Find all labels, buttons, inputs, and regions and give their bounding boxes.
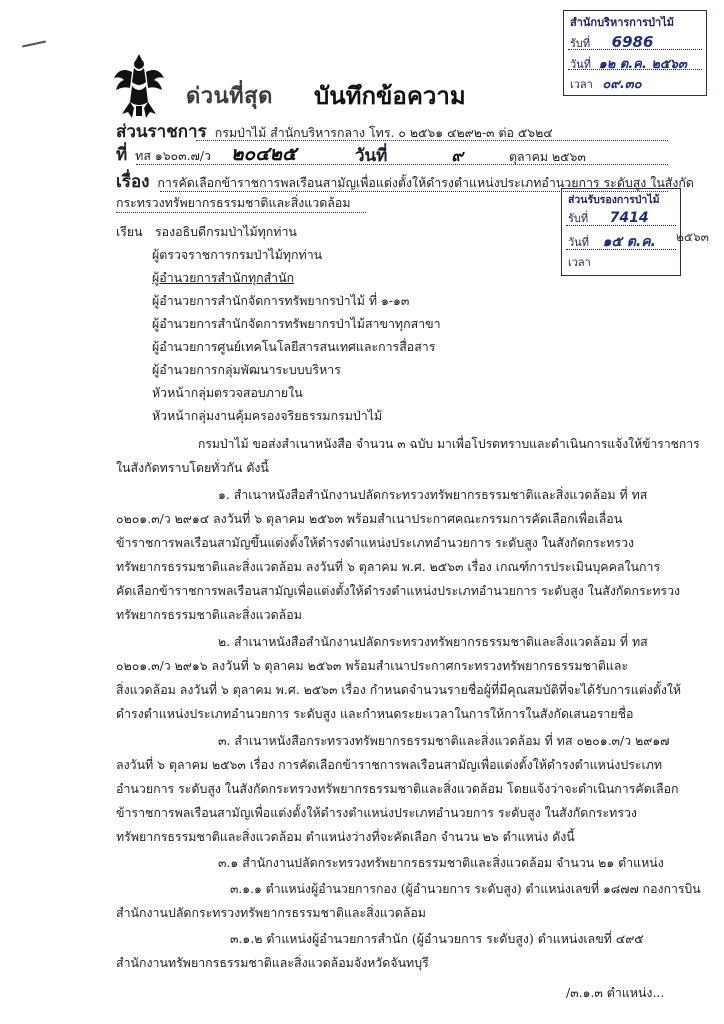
body-line: สำนักงานปลัดกระทรวงทรัพยากรธรรมชาติและสิ่งแวดล้อม	[116, 905, 426, 920]
body-line: ๒. สำเนาหนังสือสำนักงานปลัดกระทรวงทรัพยากรธรรมชาติและสิ่งแวดล้อม ที่ ทส	[218, 634, 648, 649]
recipient-item: ผู้อำนวยการสำนักทุกสำนัก	[152, 270, 295, 285]
body-line: ข้าราชการพลเรือนสามัญเพื่อแต่งตั้งให้ดำรงตำแหน่งประเภทอำนวยการ ระดับสูง ในสังกัดกระทรวง	[116, 805, 637, 820]
recipient-item: ผู้อำนวยการกลุ่มพัฒนาระบบบริหาร	[152, 362, 341, 377]
stamp2-side-note: ๒๕๖๓	[676, 230, 709, 244]
continuation-marker: /๓.๑.๓ ตำแหน่ง...	[566, 985, 665, 1000]
body-line: สิ่งแวดล้อม ลงวันที่ ๖ ตุลาคม พ.ศ. ๒๕๖๓ เรื่อง กำหนดจำนวนรายชื่อผู้ที่มีคุณสมบัติที่จะได้รับการแต่งตั้งให้	[116, 682, 682, 697]
receiving-stamp-middle	[561, 188, 681, 276]
scratch-mark	[22, 41, 46, 48]
stamp-time: ๐๙.๓๐	[602, 77, 642, 92]
garuda-emblem-icon	[112, 52, 166, 120]
agency-label: ส่วนราชการ	[116, 122, 207, 142]
body-line: ๐๒๐๑.๓/ว ๒๙๑๖ ลงวันที่ ๖ ตุลาคม ๒๕๖๓ พร้อมสำเนาประกาศกระทรวงทรัพยากรธรรมชาติและ	[116, 658, 629, 673]
body-line: สำนักงานทรัพยากรธรรมชาติและสิ่งแวดล้อมจังหวัดจันทบุรี	[116, 955, 429, 970]
body-line: ในสังกัดทราบโดยทั่วกัน ดังนี้	[116, 460, 269, 475]
stamp2-recv-label: รับที่	[568, 212, 589, 225]
agency-value: กรมป่าไม้ สำนักบริหารกลาง โทร. ๐ ๒๕๖๑ ๔๒๙๒-๓ ต่อ ๕๖๒๔	[214, 125, 553, 140]
stamp2-date: ๑๕ ต.ค.	[602, 234, 656, 250]
stamp-date: ๑๒ ต.ค. ๒๕๖๓	[598, 57, 687, 72]
body-line: ข้าราชการพลเรือนสามัญขึ้นแต่งตั้งให้ดำรงตำแหน่งประเภทอำนวยการ ระดับสูง ในสังกัดกระทรวง	[116, 535, 635, 550]
agency-row	[116, 124, 553, 141]
date-row	[355, 148, 586, 165]
date-month-year: ตุลาคม ๒๕๖๓	[509, 149, 586, 164]
ref-prefix: ทส ๑๖๐๓.๗/ว	[135, 148, 211, 163]
recipient-item: ผู้อำนวยการศูนย์เทคโนโลยีสารสนเทศและการสื่อสาร	[152, 339, 436, 354]
body-line: ๑. สำเนาหนังสือสำนักงานปลัดกระทรวงทรัพยากรธรรมชาติและสิ่งแวดล้อม ที่ ทส	[218, 487, 648, 502]
date-label: วันที่	[355, 146, 388, 166]
body-line: ทรัพยากรธรรมชาติและสิ่งแวดล้อม ตำแหน่งว่างที่จะคัดเลือก จำนวน ๒๖ ตำแหน่ง ดังนี้	[116, 829, 575, 844]
body-line: ๓.๑ สำนักงานปลัดกระทรวงทรัพยากรธรรมชาติและสิ่งแวดล้อม จำนวน ๒๑ ตำแหน่ง	[218, 855, 664, 870]
recipient-item: หัวหน้ากลุ่มตรวจสอบภายใน	[152, 385, 303, 400]
body-line: ๓.๑.๑ ตำแหน่งผู้อำนวยการกอง (ผู้อำนวยการ ระดับสูง) ตำแหน่งเลขที่ ๑๘๗๗ กองการบิน	[230, 881, 701, 896]
body-line: คัดเลือกข้าราชการพลเรือนสามัญเพื่อแต่งตั้งให้ดำรงตำแหน่งประเภทอำนวยการ ระดับสูง ในสังกัดกระทรวง	[116, 583, 681, 598]
reference-row	[116, 143, 297, 165]
recipient-item: หัวหน้ากลุ่มงานคุ้มครองจริยธรรมกรมป่าไม้	[152, 408, 383, 423]
body-line: ๓. สำเนาหนังสือกระทรวงทรัพยากรธรรมชาติและสิ่งแวดล้อม ที่ ทส ๐๒๐๑.๓/ว ๒๙๑๗	[218, 733, 670, 748]
recipient-item: ผู้อำนวยการสำนักจัดการทรัพยากรป่าไม้ ที่ ๑-๑๓	[152, 293, 410, 308]
body-line: อำนวยการ ระดับสูง ในสังกัดกระทรวงทรัพยากรธรรมชาติและสิ่งแวดล้อม โดยแจ้งว่าจะดำเนินการคัดเลือก	[116, 781, 679, 796]
stamp2-recv-number: 7414	[609, 210, 649, 226]
date-day: ๙	[451, 146, 464, 165]
body-line: ลงวันที่ ๖ ตุลาคม ๒๕๖๓ เรื่อง การคัดเลือกข้าราชการพลเรือนสามัญเพื่อแต่งตั้งให้ดำรงตำแหน่งประเภท	[116, 757, 663, 772]
subject-label: เรื่อง	[116, 172, 150, 192]
stamp-date-label: วันที่	[570, 58, 591, 71]
body-line: ๓.๑.๒ ตำแหน่งผู้อำนวยการสำนัก (ผู้อำนวยการ ระดับสูง) ตำแหน่งเลขที่ ๔๙๕	[230, 931, 644, 946]
stamp-recv-label: รับที่	[570, 37, 591, 50]
body-line: ทรัพยากรธรรมชาติและสิ่งแวดล้อม ลงวันที่ ๖ ตุลาคม พ.ศ. ๒๕๖๓ เรื่อง เกณฑ์การประเมินบุคคลในการ	[116, 559, 661, 574]
body-line: กรมป่าไม้ ขอส่งสำเนาหนังสือ จำนวน ๓ ฉบับ มาเพื่อโปรดทราบและดำเนินการแจ้งให้ข้าราชการ	[198, 436, 700, 451]
ref-label: ที่	[116, 145, 128, 165]
stamp-recv-number: 6986	[611, 33, 654, 51]
urgency-label: ด่วนที่สุด	[186, 83, 273, 109]
recipients-label: เรียน	[116, 224, 143, 239]
ref-number: ๒๐๔๒๕	[230, 143, 297, 165]
subject-line-2: กระทรวงทรัพยากรธรรมชาติและสิ่งแวดล้อม	[116, 195, 351, 210]
stamp2-title: ส่วนรับรองการป่าไม้	[568, 194, 660, 206]
receiving-stamp-top	[563, 10, 707, 96]
stamp-title: สำนักบริหารการป่าไม้	[570, 16, 674, 29]
stamp-time-label: เวลา	[570, 78, 593, 91]
stamp2-date-label: วันที่	[568, 236, 589, 249]
recipient-item: รองอธิบดีกรมป่าไม้ทุกท่าน	[155, 224, 297, 239]
subject-line-1: การคัดเลือกข้าราชการพลเรือนสามัญเพื่อแต่งตั้งให้ดำรงตำแหน่งประเภทอำนวยการ ระดับสูง ในสังกัด	[157, 175, 694, 190]
recipient-item: ผู้ตรวจราชการกรมป่าไม้ทุกท่าน	[152, 247, 323, 262]
recipient-item: ผู้อำนวยการสำนักจัดการทรัพยากรป่าไม้สาขาทุกสาขา	[152, 316, 441, 331]
body-line: ๐๒๐๑.๓/ว ๒๙๑๔ ลงวันที่ ๖ ตุลาคม ๒๕๖๓ พร้อมสำเนาประกาศคณะกรรมการคัดเลือกเพื่อเลื่อน	[116, 511, 623, 526]
body-line: ทรัพยากรธรรมชาติและสิ่งแวดล้อม	[116, 607, 302, 622]
body-line: ดำรงตำแหน่งประเภทอำนวยการ ระดับสูง และกำหนดระยะเวลาในการให้การในสังกัดเสนอรายชื่อ	[116, 706, 634, 721]
document-type-title: บันทึกข้อความ	[314, 81, 466, 110]
stamp2-time-label: เวลา	[568, 256, 591, 269]
